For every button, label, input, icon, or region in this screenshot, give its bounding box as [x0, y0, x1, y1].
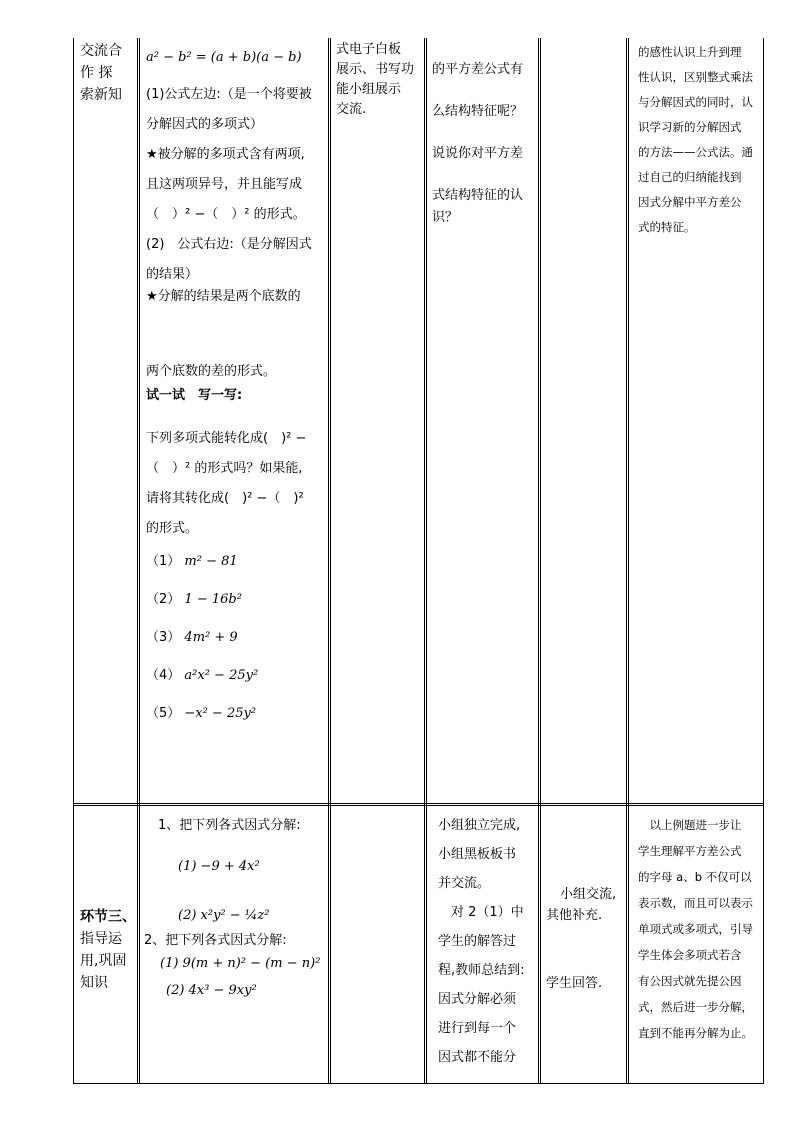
table-divider-col3 [424, 38, 425, 1084]
activity-line: 因式都不能分 [438, 1050, 517, 1065]
stage-line: 作 探 [80, 65, 113, 81]
method-line: 能小组展示 [336, 82, 402, 97]
table-divider-col4 [538, 38, 539, 1084]
exercise-item [146, 628, 328, 647]
row-divider [73, 803, 764, 804]
row1-question-cell [432, 60, 538, 227]
row2-design-intent-cell [638, 818, 762, 1041]
stage-line: 环节三、 [80, 909, 136, 925]
activity-line: 程,教师总结到: [438, 963, 525, 978]
activity-line: 学生的解答过 [438, 934, 517, 949]
exercise-expression: 1 − 16b² [184, 592, 242, 607]
explanation-line: ★被分解的多项式含有两项, [146, 147, 305, 162]
exercise-expression: m² − 81 [184, 554, 238, 569]
task-line: （ ）² 的形式吗？如果能, [146, 461, 303, 476]
activity-line: 因式分解必须 [438, 992, 517, 1007]
intent-line: 过自己的归纳能找到 [638, 170, 742, 184]
exercise-2-title: 2、把下列各式因式分解: [144, 933, 287, 948]
exercise-number: （4） [146, 668, 181, 683]
activity-line: 小组独立完成, [438, 818, 521, 833]
explanation-line: 两个底数的差的形式。 [146, 364, 277, 379]
intent-line: 的字母 a、b 不仅可以 [638, 870, 752, 884]
table-border-left [73, 38, 74, 1084]
row1-method-cell [336, 40, 424, 120]
intent-line: 以上例题进一步让 [638, 818, 742, 832]
explanation-line: （ ）² −（ ）² 的形式。 [146, 207, 306, 222]
intent-line: 与分解因式的同时，认 [638, 95, 753, 109]
task-line: 请将其转化成( )² −（ )² [146, 491, 304, 506]
stage-line: 用,巩固 [80, 953, 127, 969]
exercise-2-part-2: (2) 4x³ − 9xy² [166, 983, 257, 998]
intent-line: 的感性认识上升到理 [638, 45, 742, 59]
question-line: 识？ [432, 210, 459, 225]
intent-line: 识学习新的分解因式 [638, 120, 742, 134]
table-border-right [763, 38, 764, 1084]
stage-line: 指导运 [80, 931, 122, 947]
intent-line: 直到不能再分解为止。 [638, 1026, 753, 1040]
table-border-bottom [73, 1083, 764, 1084]
row2-student-activity-cell [438, 816, 538, 1067]
method-line: 式电子白板 [336, 42, 402, 57]
activity-line: 小组黑板板书 [438, 847, 517, 862]
group-line: 小组交流, [560, 887, 617, 902]
task-line: 下列多项式能转化成( )² − [146, 431, 307, 446]
explanation-line: 的结果） [146, 267, 199, 282]
row2-stage-label [80, 906, 138, 994]
intent-line: 单项式或多项式，引导 [638, 922, 753, 936]
exercise-number: （5） [146, 706, 181, 721]
row1-stage-label [80, 40, 136, 106]
exercise-item [146, 552, 328, 571]
exercise-number: （2） [146, 592, 181, 607]
method-line: 展示、书写功 [336, 62, 415, 77]
try-heading: 试一试 写一写: [146, 388, 243, 403]
explanation-line: 且这两项异号，并且能写成 [146, 177, 303, 192]
intent-line: 有公因式就先提公因 [638, 974, 742, 988]
table-divider-col5b [628, 38, 629, 1084]
exercise-item [146, 590, 328, 609]
group-line: 学生回答. [546, 976, 603, 991]
exercise-item [146, 704, 328, 723]
intent-line: 表示数，而且可以表示 [638, 896, 753, 910]
exercise-expression: a²x² − 25y² [184, 668, 259, 683]
stage-line: 交流合 [80, 43, 122, 59]
exercise-1-part-1: (1) −9 + 4x² [178, 859, 260, 874]
table-divider-col1 [139, 38, 140, 1084]
row1-content-cell [146, 48, 328, 723]
intent-line: 性认识，区别整式乘法 [638, 70, 753, 84]
exercise-expression: 4m² + 9 [184, 630, 238, 645]
exercise-1-part-2: (2) x²y² − ¼z² [178, 908, 270, 923]
row2-group-cell [546, 885, 628, 993]
explanation-line: ★分解的结果是两个底数的 [146, 289, 301, 304]
method-line: 交流. [336, 102, 367, 117]
question-line: 式结构特征的认 [432, 188, 524, 203]
exercise-item [146, 666, 328, 685]
exercise-1-title: 1、把下列各式因式分解: [158, 818, 301, 833]
intent-line: 式，然后进一步分解， [638, 1000, 753, 1014]
activity-line: 并交流。 [438, 876, 491, 891]
table-divider-col2b [328, 38, 329, 1084]
question-line: 说说你对平方差 [432, 146, 524, 161]
intent-line: 的方法——公式法。通 [638, 145, 753, 159]
table-divider-col4b [540, 38, 541, 1084]
activity-line: 对 2（1）中 [438, 905, 524, 920]
intent-line: 式的特征。 [638, 220, 696, 234]
task-line: 的形式。 [146, 521, 199, 536]
stage-line: 索新知 [80, 87, 122, 103]
exercise-2-part-1: (1) 9(m + n)² − (m − n)² [160, 956, 321, 971]
table-divider-col2 [330, 38, 331, 1084]
difference-of-squares-formula: a² − b² = (a + b)(a − b) [146, 50, 302, 65]
exercise-number: （1） [146, 554, 181, 569]
intent-line: 学生理解平方差公式 [638, 844, 742, 858]
exercise-number: （3） [146, 630, 181, 645]
row1-design-intent-cell [638, 45, 762, 235]
table-divider-col3b [426, 38, 427, 1084]
stage-line: 知识 [80, 975, 108, 991]
intent-line: 因式分解中平方差公 [638, 195, 742, 209]
row-divider-2 [73, 805, 764, 806]
question-line: 么结构特征呢？ [432, 104, 524, 119]
question-line: 的平方差公式有 [432, 62, 524, 77]
explanation-line: 分解因式的多项式） [146, 117, 264, 132]
activity-line: 进行到每一个 [438, 1021, 517, 1036]
row2-content-cell [144, 816, 328, 1000]
explanation-line: (2) 公式右边:（是分解因式 [146, 237, 312, 252]
explanation-line: (1)公式左边:（是一个将要被 [146, 87, 312, 102]
exercise-expression: −x² − 25y² [184, 706, 257, 721]
group-line: 其他补充. [546, 908, 603, 923]
intent-line: 学生体会多项式若含 [638, 948, 742, 962]
